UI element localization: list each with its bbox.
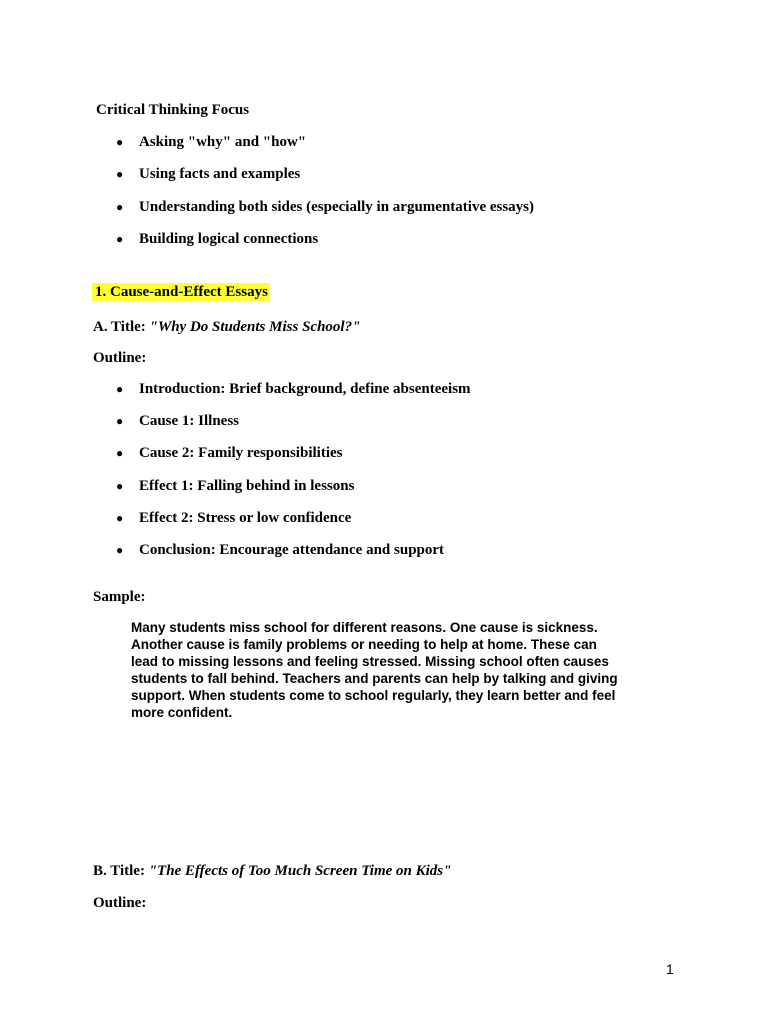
sample-line: more confident. xyxy=(131,705,233,720)
bullet-icon: ● xyxy=(116,382,124,396)
list-item: ● Asking "why" and "how" xyxy=(116,134,307,150)
list-item: ● Conclusion: Encourage attendance and support xyxy=(116,542,445,558)
bullet-icon: ● xyxy=(116,511,124,525)
section-heading-cause-effect: 1. Cause-and-Effect Essays xyxy=(92,283,270,301)
sample-paragraph xyxy=(131,619,651,721)
title-prefix: A. Title: xyxy=(93,319,146,335)
list-item: ● Effect 2: Stress or low confidence xyxy=(116,510,352,526)
bullet-icon: ● xyxy=(116,446,124,460)
bullet-icon: ● xyxy=(116,167,124,181)
list-item: ● Effect 1: Falling behind in lessons xyxy=(116,478,355,494)
list-item: ● Cause 1: Illness xyxy=(116,413,240,429)
sample-label: Sample: xyxy=(93,589,146,605)
essay-title-text: "Why Do Students Miss School?" xyxy=(149,319,361,335)
sample-line: support. When students come to school regularly, they learn better and feel xyxy=(131,688,616,703)
bullet-icon: ● xyxy=(116,543,124,557)
essay-b-title xyxy=(93,862,451,880)
sample-line: lead to missing lessons and feeling stressed. Missing school often causes xyxy=(131,654,609,669)
list-item: ● Understanding both sides (especially in argumentative essays) xyxy=(116,199,535,215)
list-item: ● Using facts and examples xyxy=(116,166,301,182)
sample-line: Many students miss school for different reasons. One cause is sickness. xyxy=(131,620,598,635)
sample-line: Another cause is family problems or needing to help at home. These can xyxy=(131,637,597,652)
list-item: ● Introduction: Brief background, define absenteeism xyxy=(116,381,471,397)
bullet-icon: ● xyxy=(116,232,124,246)
bullet-icon: ● xyxy=(116,479,124,493)
list-item: ● Building logical connections xyxy=(116,231,319,247)
bullet-icon: ● xyxy=(116,135,124,149)
page-number: 1 xyxy=(666,961,674,977)
sample-line: students to fall behind. Teachers and parents can help by talking and giving xyxy=(131,671,618,686)
list-item: ● Cause 2: Family responsibilities xyxy=(116,445,343,461)
bullet-icon: ● xyxy=(116,200,124,214)
essay-title-text: "The Effects of Too Much Screen Time on Kids" xyxy=(148,863,452,879)
critical-thinking-heading: Critical Thinking Focus xyxy=(96,102,250,118)
bullet-icon: ● xyxy=(116,414,124,428)
outline-label: Outline: xyxy=(93,895,147,911)
title-prefix: B. Title: xyxy=(93,863,145,879)
outline-label: Outline: xyxy=(93,350,147,366)
essay-a-title xyxy=(93,318,360,336)
